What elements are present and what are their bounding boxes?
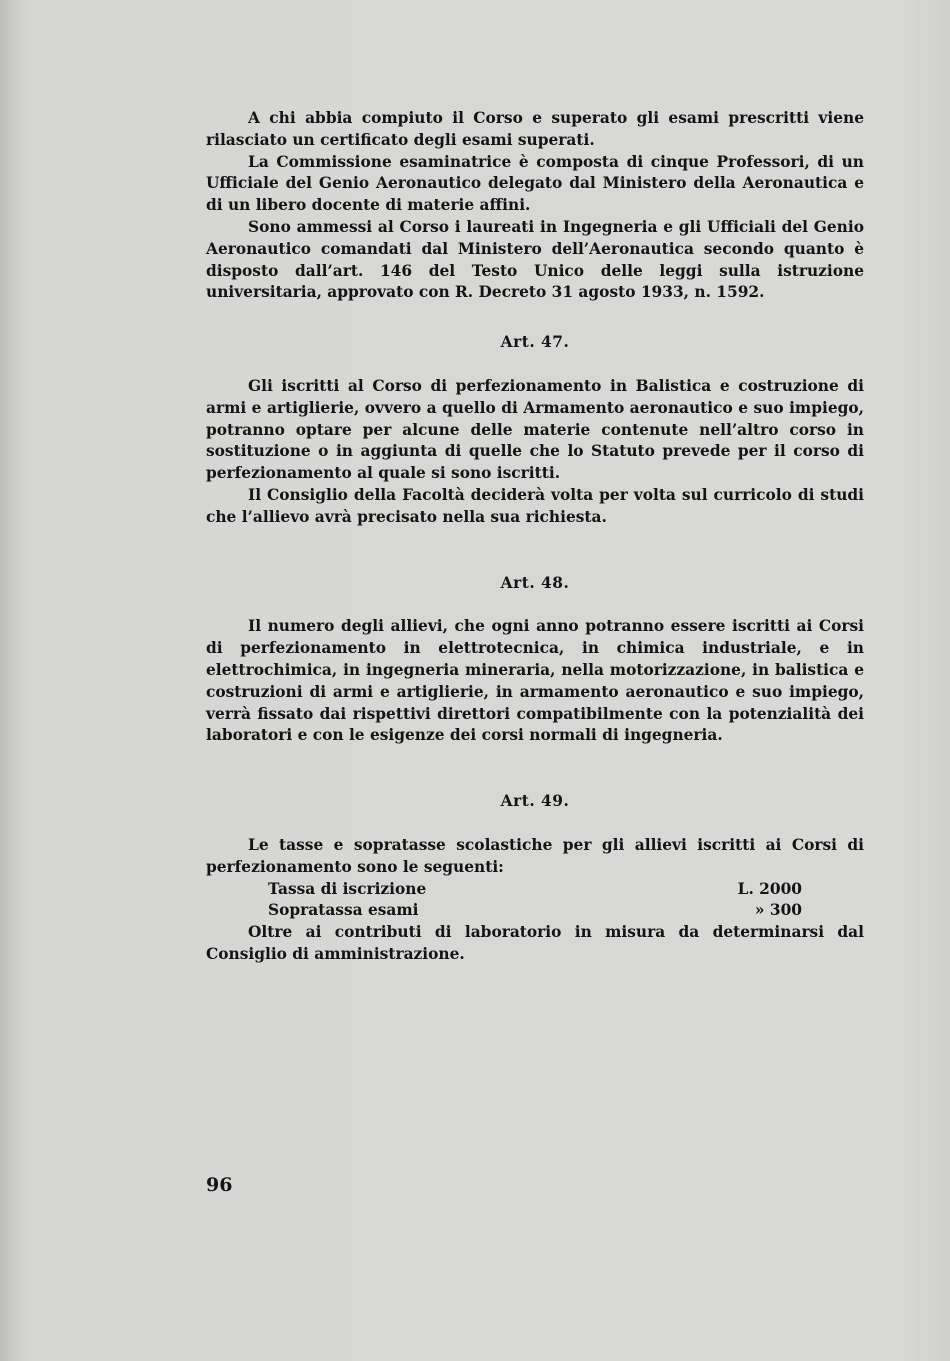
fee-table <box>268 879 802 923</box>
art47-heading: Art. 47. <box>500 333 570 352</box>
art49-heading: Art. 49. <box>500 792 570 811</box>
art47-paragraph-2: Il Consiglio della Facoltà deciderà volta per volta sul curricolo di studi che l’allievo avrà precisato nella sua richiesta. <box>206 485 864 526</box>
art46-paragraph-2: La Commissione esaminatrice è composta di cinque Professori, di un Ufficiale del Genio Aeronautico delegato dal Ministero della Aeronautica e di un libero docente di materie affini. <box>206 152 864 215</box>
art46-paragraph-3: Sono ammessi al Corso i laureati in Ingegneria e gli Ufficiali del Genio Aeronautico comandati dal Ministero dell’Aeronautica secondo quanto è disposto dall’art. 146 del Testo Unico delle leggi sulla istruzione universitaria, approvato con R. Decreto 31 agosto 1933, n. 1592. <box>206 217 864 302</box>
art48-heading: Art. 48. <box>500 573 570 592</box>
page-binding-shadow <box>0 0 22 1361</box>
art47-paragraph-1: Gli iscritti al Corso di perfezionamento in Balistica e costruzione di armi e artiglierie, ovvero a quello di Armamento aeronautico e suo impiego, potranno optare per alcune delle materie contenute nell’altro corso in sostituzione o in aggiunta di quelle che lo Statuto prevede per il corso di perfezionamento al quale si sono iscritti. <box>206 376 864 483</box>
fee-row <box>268 879 802 901</box>
fee-label: Tassa di iscrizione <box>268 879 427 898</box>
art49-paragraph-2: Oltre ai contributi di laboratorio in misura da determinarsi dal Consiglio di amministrazione. <box>206 923 864 963</box>
fee-amount: L. 2000 <box>737 879 802 898</box>
art46-paragraph-1: A chi abbia compiuto il Corso e superato gli esami prescritti viene rilasciato un certificato degli esami superati. <box>206 109 864 149</box>
art48-paragraph-1: Il numero degli allievi, che ogni anno potranno essere iscritti ai Corsi di perfezionamento in elettrotecnica, in chimica industriale, e in elettrochimica, in ingegneria mineraria, nella motorizzazione, in balistica e costruzioni di armi e artiglierie, in armamento aeronautico e suo impiego, verrà fissato dai rispettivi direttori compatibilmente con la potenzialità dei laboratori e con le esigenze dei corsi normali di ingegneria. <box>206 617 864 745</box>
page-number: 96 <box>206 1174 233 1196</box>
art49-paragraph-1: Le tasse e sopratasse scolastiche per gli allievi iscritti ai Corsi di perfezionamento sono le seguenti: <box>206 835 864 876</box>
page-body <box>206 108 864 966</box>
fee-amount: » 300 <box>754 901 802 920</box>
fee-label: Sopratassa esami <box>268 901 419 920</box>
fee-row <box>268 900 802 922</box>
